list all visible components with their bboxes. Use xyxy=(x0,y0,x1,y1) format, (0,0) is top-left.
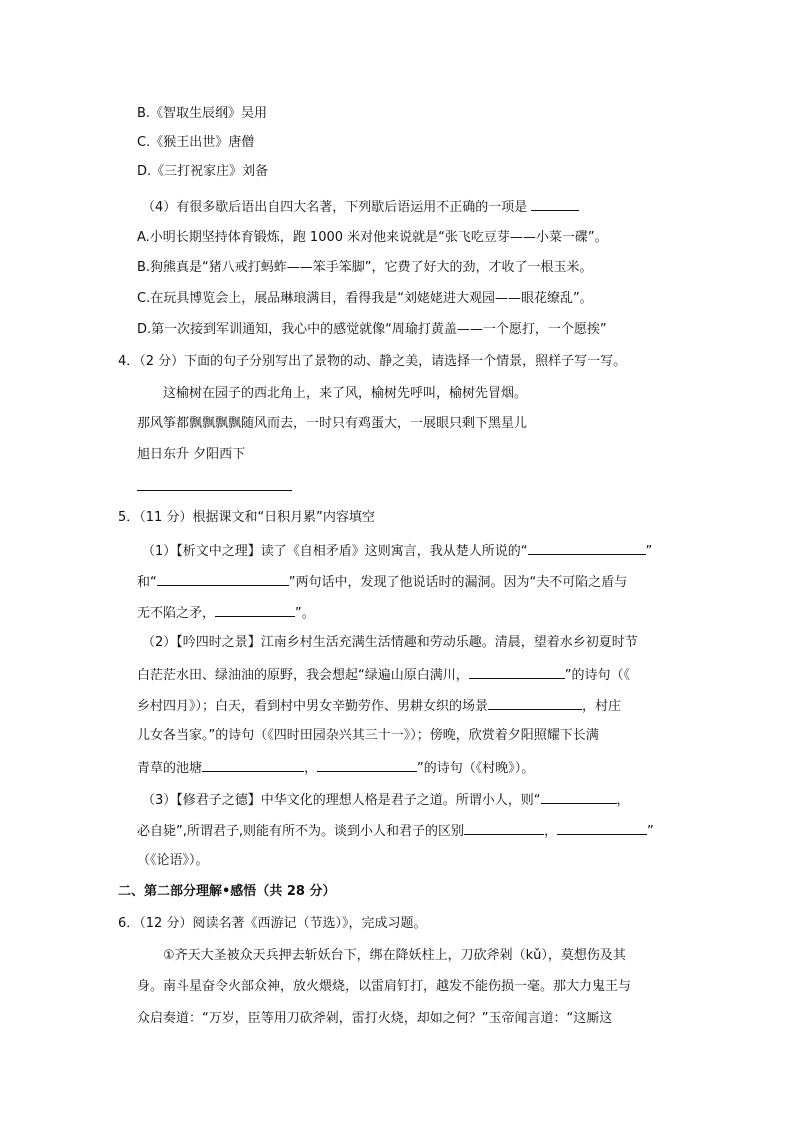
q5-sub3-a-end: ， xyxy=(616,793,630,808)
q5-sub2-line3 xyxy=(137,695,621,717)
q5-sub2-line1: （2）【吟四时之景】江南乡村生活充满生活情趣和劳动乐趣。清晨，望着水乡初夏时节 xyxy=(142,635,638,650)
q6-passage-line1: ①齐天大圣被众天兵押去斩妖台下，绑在降妖柱上，刀砍斧剁（kǔ），莫想伤及其 xyxy=(163,948,626,963)
answer-blank xyxy=(488,695,582,710)
answer-blank xyxy=(215,602,295,617)
q5-sub1-line3 xyxy=(137,602,315,624)
q5-sub3-line2 xyxy=(137,820,654,842)
q3-option-b: B.《智取生辰纲》吴用 xyxy=(137,106,268,121)
q5-sub3-line1 xyxy=(142,789,630,811)
q4-example: 这榆树在园子的西北角上，来了风，榆树先呼叫，榆树先冒烟。 xyxy=(163,386,528,401)
answer-blank xyxy=(464,820,544,835)
q5-sub2-line4: 儿女各当家。”的诗句（《四时田园杂兴其三十一》）；傍晚，欣赏着夕阳照耀下长满 xyxy=(137,728,599,743)
q6-passage-line2: 身。南斗星奋令火部众神，放火煨烧，以雷肩钉打，越发不能伤损一毫。那大力鬼王与 xyxy=(137,979,632,994)
answer-blank xyxy=(528,540,646,555)
q5-sub3-line3: （《论语》）。 xyxy=(137,853,209,868)
q5-sub3-b-mid: ， xyxy=(544,824,558,839)
q6-stem: 6．（12 分）阅读名著《西游记（节选）》，完成习题。 xyxy=(118,916,427,931)
q5-sub1-mid: ”两句话中，发现了他说话时的漏洞。因为“夫不可陷之盾与 xyxy=(288,575,628,590)
answer-blank xyxy=(157,571,289,586)
q4-options: 旭日东升 夕阳西下 xyxy=(137,447,246,462)
answer-blank xyxy=(541,789,617,804)
q5-stem: 5．（11 分）根据课文和“日积月累”内容填空 xyxy=(118,510,375,525)
q5-sub2-c-pre: 乡村四月》）；白天，看到村中男女辛勤劳作、男耕女织的场景 xyxy=(137,699,489,714)
q4-example-2: 那风筝都飘飘飘飘随风而去，一时只有鸡蛋大，一展眼只剩下黑星儿 xyxy=(137,416,528,431)
answer-blank xyxy=(557,820,647,835)
q3-sub4-option-a: A.小明长期坚持体育锻炼，跑 1000 米对他来说就是“张飞吃豆芽——小菜一碟”。 xyxy=(137,230,608,245)
q5-sub1-pre: 和“ xyxy=(137,575,157,590)
q3-sub4-option-c: C.在玩具博览会上，展品琳琅满目，看得我是“刘姥姥进大观园——眼花缭乱”。 xyxy=(137,291,593,306)
q3-option-d: D.《三打祝家庄》刘备 xyxy=(137,164,269,179)
q4-stem: 4．（2 分）下面的句子分别写出了景物的动、静之美，请选择一个情景，照样子写一写。 xyxy=(118,354,627,369)
q5-sub3-a-pre: （3）【修君子之德】中华文化的理想人格是君子之道。所谓小人，则“ xyxy=(142,793,541,808)
q5-sub3-b-pre: 必自毙”,所谓君子,则能有所不为。谈到小人和君子的区别 xyxy=(137,824,464,839)
q5-sub1-c-pre: 无不陷之矛， xyxy=(137,606,216,621)
section-2-title: 二、第二部分理解•感悟（共 28 分） xyxy=(118,884,336,899)
q6-passage-line3: 众启奏道：“万岁，臣等用刀砍斧剁，雷打火烧，却如之何？”玉帝闻言道：“这厮这 xyxy=(137,1011,613,1026)
q5-sub2-e-mid: ， xyxy=(304,761,318,776)
q5-sub3-b-end: ” xyxy=(647,824,654,839)
q5-sub2-b-pre: 白茫茫水田、绿油油的原野，我会想起“绿遍山原白满川， xyxy=(137,668,469,683)
q5-sub2-line2 xyxy=(137,664,630,686)
answer-blank xyxy=(202,757,304,772)
q3-option-c: C.《猴王出世》唐僧 xyxy=(137,135,255,150)
answer-blank xyxy=(531,196,579,211)
q5-sub2-e-end: ”的诗句（《村晚》）。 xyxy=(417,761,535,776)
q4-answer-line xyxy=(137,490,292,491)
q5-sub1-line1 xyxy=(142,540,652,562)
q5-sub1-text: （1）【析文中之理】读了《自相矛盾》这则寓言，我从楚人所说的“ xyxy=(142,544,528,559)
q5-sub2-line5 xyxy=(137,757,534,779)
q5-sub1-c-end: ”。 xyxy=(295,606,315,621)
q3-sub4-stem xyxy=(142,196,579,218)
q3-sub4-option-b: B.狗熊真是“猪八戒打蚂蚱——笨手笨脚”，它费了好大的劲，才收了一根玉米。 xyxy=(137,260,593,275)
answer-blank xyxy=(317,757,417,772)
q5-sub2-c-end: ，村庄 xyxy=(582,699,622,714)
q5-sub2-b-end: ”的诗句（《 xyxy=(564,668,630,683)
answer-blank xyxy=(469,664,565,679)
q3-sub4-option-d: D.第一次接到军训通知，我心中的感觉就像“周瑜打黄盖——一个愿打，一个愿挨” xyxy=(137,322,607,337)
q5-sub1-line2 xyxy=(137,571,627,593)
q5-sub2-e-pre: 青草的池塘 xyxy=(137,761,203,776)
quote-mark: ” xyxy=(645,544,653,559)
q3-sub4-text: （4）有很多歇后语出自四大名著，下列歇后语运用不正确的一项是 xyxy=(142,200,528,215)
